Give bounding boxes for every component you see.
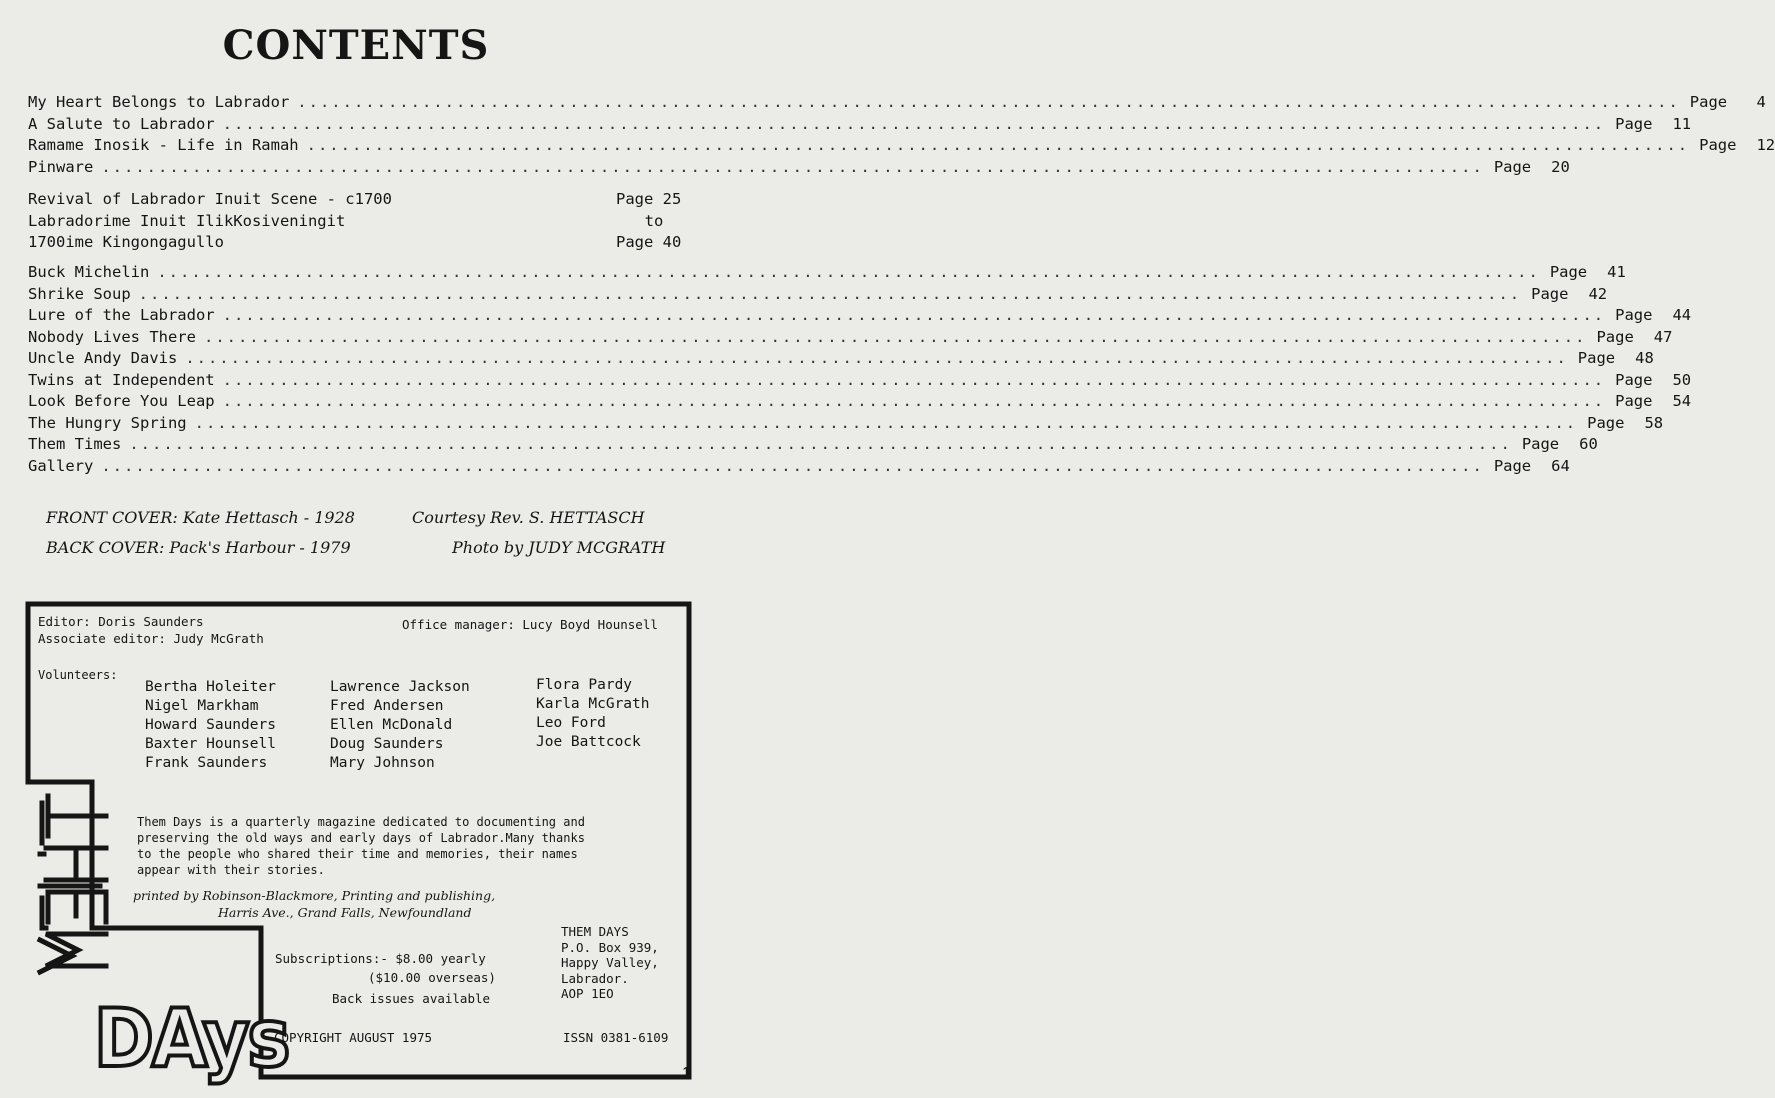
toc-page: Page 58 xyxy=(1587,413,1664,432)
toc-title: Them Times xyxy=(28,435,122,453)
toc-title: Uncle Andy Davis xyxy=(28,349,178,367)
associate-editor: Associate editor: Judy McGrath xyxy=(38,631,264,646)
volunteers-column-2 xyxy=(330,678,470,773)
printed-by-address: Harris Ave., Grand Falls, Newfoundland xyxy=(218,905,472,920)
volunteer-name: Baxter Hounsell xyxy=(145,736,276,752)
volunteer-name: Ellen McDonald xyxy=(330,717,453,733)
toc-title: Labradorime Inuit IlikKosiveningit xyxy=(28,211,346,230)
logo-days-text: DAys xyxy=(94,992,289,1085)
toc-title: Gallery xyxy=(28,456,94,475)
mailing-address: THEM DAYS P.O. Box 939, Happy Valley, Labrador. AOP 1EO xyxy=(561,924,659,1001)
toc-title: Pinware xyxy=(28,157,94,176)
volunteer-name: Karla McGrath xyxy=(536,696,650,712)
volunteer-name: Frank Saunders xyxy=(145,755,268,771)
back-issues: Back issues available xyxy=(332,991,491,1006)
back-cover-caption: BACK COVER: Pack's Harbour - 1979 xyxy=(46,538,351,557)
toc-title: My Heart Belongs to Labrador xyxy=(28,93,290,111)
toc-page: Page 47 xyxy=(1596,327,1673,346)
page-number: 1 xyxy=(682,1064,690,1079)
toc-page: Page 48 xyxy=(1577,349,1654,367)
toc-title: Revival of Labrador Inuit Scene - c1700 xyxy=(28,190,392,208)
toc-page: Page 44 xyxy=(1615,306,1692,324)
masthead-box xyxy=(0,0,712,1098)
volunteer-name: Lawrence Jackson xyxy=(330,679,470,695)
toc-title: Shrike Soup xyxy=(28,284,131,303)
toc-page: Page 12 xyxy=(1699,136,1775,154)
toc-page: Page 54 xyxy=(1615,392,1692,410)
office-manager: Office manager: Lucy Boyd Hounsell xyxy=(402,617,658,632)
volunteer-name: Howard Saunders xyxy=(145,717,276,733)
volunteer-name: Leo Ford xyxy=(536,715,606,731)
toc-page: Page 60 xyxy=(1521,435,1598,453)
volunteers-label: Volunteers: xyxy=(38,668,118,682)
toc-title: 1700ime Kingongagullo xyxy=(28,233,224,251)
toc-title: Lure of the Labrador xyxy=(28,306,215,324)
volunteer-name: Nigel Markham xyxy=(145,698,259,714)
editor: Editor: Doris Saunders xyxy=(38,614,204,629)
toc-page: Page 42 xyxy=(1531,284,1608,303)
volunteer-name: Flora Pardy xyxy=(536,677,633,693)
toc-page: Page 41 xyxy=(1549,263,1626,281)
volunteer-name: Mary Johnson xyxy=(330,755,435,771)
toc-page: Page 50 xyxy=(1615,370,1692,389)
copyright: COPYRIGHT AUGUST 1975 xyxy=(274,1030,433,1045)
toc-page: Page 25 xyxy=(616,190,682,208)
front-cover-courtesy: Courtesy Rev. S. HETTASCH xyxy=(412,508,645,527)
volunteers-column-3 xyxy=(536,676,650,752)
toc-page: Page 4 xyxy=(1689,93,1766,111)
volunteer-name: Joe Battcock xyxy=(536,734,641,750)
subscriptions: Subscriptions:- $8.00 yearly xyxy=(275,951,486,966)
issn: ISSN 0381-6109 xyxy=(563,1030,669,1045)
toc-title: The Hungry Spring xyxy=(28,413,187,432)
toc-title: Nobody Lives There xyxy=(28,327,196,346)
toc-page: to xyxy=(644,211,664,230)
toc-title: Buck Michelin xyxy=(28,263,150,281)
page-title: CONTENTS xyxy=(222,22,490,69)
front-cover-caption: FRONT COVER: Kate Hettasch - 1928 xyxy=(46,508,355,527)
toc-page: Page 40 xyxy=(616,233,682,251)
volunteer-name: Fred Andersen xyxy=(330,698,444,714)
volunteers-column-1 xyxy=(145,678,276,773)
toc-page: Page 64 xyxy=(1493,456,1570,475)
back-cover-photo: Photo by JUDY MCGRATH xyxy=(452,538,666,557)
toc-title: Look Before You Leap xyxy=(28,392,215,410)
volunteer-name: Bertha Holeiter xyxy=(145,679,276,695)
subscriptions-overseas: ($10.00 overseas) xyxy=(368,970,496,985)
toc-title: Twins at Independent xyxy=(28,370,215,389)
toc-title: A Salute to Labrador xyxy=(28,114,215,133)
toc-title: Ramame Inosik - Life in Ramah xyxy=(28,136,299,154)
description: Them Days is a quarterly magazine dedicated to documenting and preserving the old ways and early days of Labrador.Many thanks to the people who shared their time and memories, their names appear with their stories. xyxy=(137,815,585,877)
printed-by: printed by Robinson-Blackmore, Printing and publishing, xyxy=(133,888,496,903)
toc-page: Page 20 xyxy=(1493,157,1570,176)
toc-page: Page 11 xyxy=(1615,114,1692,133)
volunteer-name: Doug Saunders xyxy=(330,736,444,752)
